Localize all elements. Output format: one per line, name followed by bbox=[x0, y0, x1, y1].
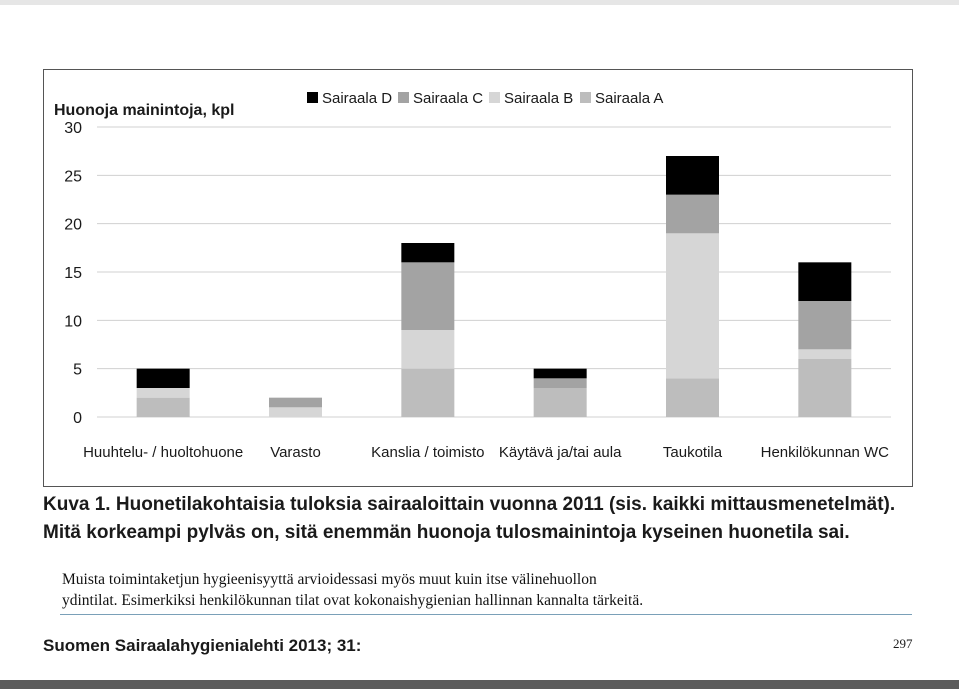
caption-line-2: Mitä korkeampi pylväs on, sitä enemmän huonoja tulosmainintoja kyseinen huonetila sai. bbox=[43, 522, 850, 543]
bar-segment bbox=[666, 233, 719, 378]
bar-segment bbox=[534, 378, 587, 388]
gridlines bbox=[97, 127, 891, 417]
legend-swatch bbox=[489, 92, 500, 103]
bar-segment bbox=[666, 195, 719, 234]
category-label: Varasto bbox=[270, 444, 321, 461]
y-tick-label: 10 bbox=[64, 313, 82, 331]
legend-label: Sairaala D bbox=[322, 90, 393, 107]
bar-segment bbox=[401, 330, 454, 369]
bar-segment bbox=[137, 388, 190, 398]
bar-segment bbox=[798, 349, 851, 359]
note-text bbox=[62, 569, 922, 611]
legend-swatch bbox=[398, 92, 409, 103]
note-divider bbox=[60, 614, 912, 615]
page-number: 297 bbox=[893, 636, 913, 651]
bar-segment bbox=[401, 243, 454, 262]
figure-caption bbox=[43, 491, 933, 547]
bar-segment bbox=[534, 388, 587, 417]
top-strip bbox=[0, 0, 959, 5]
category-label: Kanslia / toimisto bbox=[371, 444, 485, 461]
legend-label: Sairaala C bbox=[413, 90, 484, 107]
bar-segment bbox=[269, 398, 322, 408]
note-line-2: ydintilat. Esimerkiksi henkilökunnan tilat ovat kokonaishygienian hallinnan kannalta tärkeitä. bbox=[62, 592, 644, 609]
bar-segment bbox=[401, 262, 454, 330]
bar-segment bbox=[534, 369, 587, 379]
bar-segment bbox=[798, 359, 851, 417]
bar-segment bbox=[666, 156, 719, 195]
bar-segment bbox=[269, 407, 322, 417]
y-tick-label: 30 bbox=[64, 120, 82, 137]
bar-segment bbox=[137, 398, 190, 417]
chart-frame bbox=[43, 69, 913, 487]
journal-reference: Suomen Sairaalahygienialehti 2013; 31: bbox=[43, 636, 362, 655]
category-label: Taukotila bbox=[662, 444, 723, 461]
y-ticks bbox=[64, 120, 82, 427]
category-labels bbox=[83, 444, 889, 461]
legend-label: Sairaala A bbox=[595, 90, 664, 107]
stacked-bar-chart bbox=[44, 70, 914, 488]
y-tick-label: 20 bbox=[64, 216, 82, 234]
legend bbox=[307, 90, 663, 107]
category-label: Käytävä ja/tai aula bbox=[498, 444, 622, 461]
category-label: Huuhtelu- / huoltohuone bbox=[83, 444, 244, 461]
legend-swatch bbox=[307, 92, 318, 103]
bar-segment bbox=[798, 262, 851, 301]
y-tick-label: 5 bbox=[73, 361, 82, 379]
bar-segment bbox=[137, 369, 190, 388]
y-tick-label: 0 bbox=[73, 410, 82, 427]
bars bbox=[137, 156, 852, 417]
bar-segment bbox=[666, 378, 719, 417]
bottom-bar bbox=[0, 680, 959, 689]
y-axis-label: Huonoja mainintoja, kpl bbox=[54, 102, 235, 119]
caption-line-1: Kuva 1. Huonetilakohtaisia tuloksia sairaaloittain vuonna 2011 (sis. kaikki mittausmenetelmät). bbox=[43, 494, 896, 515]
bar-segment bbox=[798, 301, 851, 349]
category-label: Henkilökunnan WC bbox=[760, 444, 890, 461]
legend-swatch bbox=[580, 92, 591, 103]
y-tick-label: 25 bbox=[64, 168, 82, 186]
y-tick-label: 15 bbox=[64, 265, 82, 282]
note-line-1: Muista toimintaketjun hygieenisyyttä arvioidessasi myös muut kuin itse välinehuollon bbox=[62, 571, 597, 588]
bar-segment bbox=[401, 369, 454, 417]
legend-label: Sairaala B bbox=[504, 90, 574, 107]
